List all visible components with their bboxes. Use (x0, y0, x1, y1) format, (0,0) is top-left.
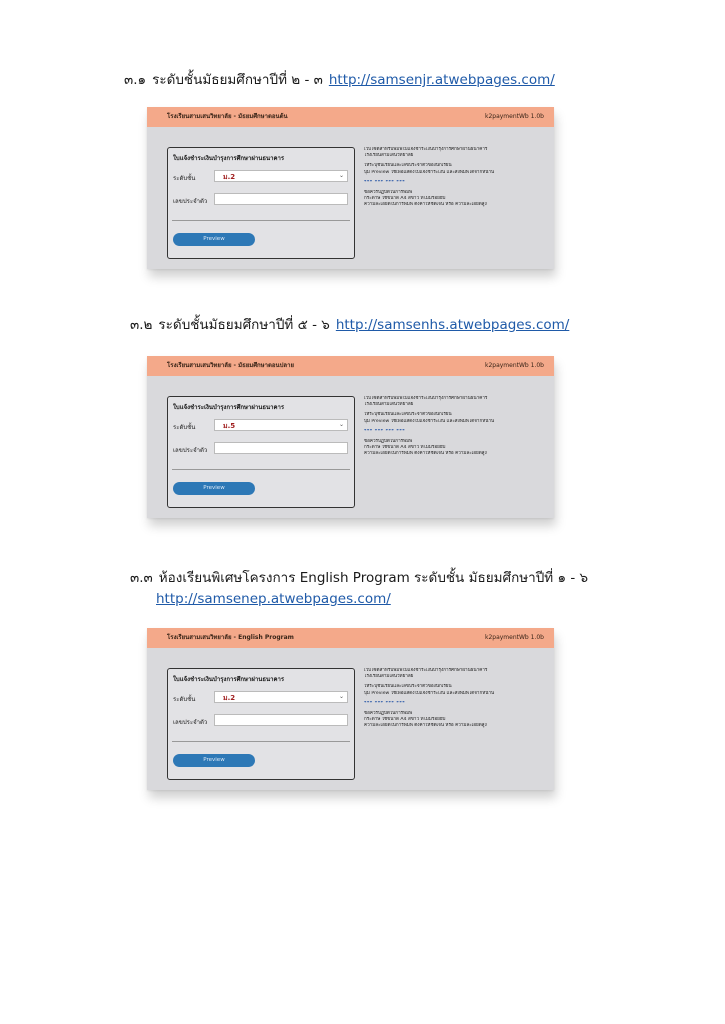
preview-button[interactable]: Preview (173, 482, 255, 495)
app-title: โรงเรียนสามเสนวิทยาลัย - มัธยมศึกษาตอนปลาย (167, 362, 294, 369)
info-line: ความละเอียดในการพิมพ์ ตั้งค่าให้ชัดเจน หรือ ความละเอียดสูง (364, 451, 487, 457)
level-select[interactable] (214, 170, 348, 182)
level-select[interactable] (214, 419, 348, 431)
info-line: เว็บไซต์สำหรับพิมพ์ใบแจ้งชำระเงินบำรุงการศึกษาผ่านธนาคาร (364, 396, 488, 401)
info-line: ปุ่ม Preview ใช้เพื่อแสดงใบแจ้งชำระเงิน และสั่งพิมพ์ได้จากหน้านี้ (364, 690, 495, 696)
info-line: ข้อควรปฏิบัติในการพิมพ์ (364, 189, 413, 195)
preview-button[interactable]: Preview (173, 754, 255, 767)
info-separator: *** *** *** *** (364, 179, 406, 185)
section-number: ๓.๑ (124, 72, 147, 88)
student-id-input[interactable] (214, 714, 348, 726)
app-version: k2paymentWb 1.0b (484, 113, 544, 120)
info-panel (364, 147, 544, 212)
section-heading-1 (124, 71, 555, 89)
app-version: k2paymentWb 1.0b (484, 634, 544, 641)
preview-button[interactable]: Preview (173, 233, 255, 246)
info-line: โรงเรียนสามเสนวิทยาลัย (364, 153, 414, 159)
section-title: ระดับชั้นมัธยมศึกษาปีที่ ๕ - ๖ (158, 317, 330, 333)
info-line: โรงเรียนสามเสนวิทยาลัย (364, 674, 414, 680)
form-title: ใบแจ้งชำระเงินบำรุงการศึกษาผ่านธนาคาร (173, 676, 285, 683)
student-id-label: เลขประจำตัว (173, 719, 208, 726)
form-title: ใบแจ้งชำระเงินบำรุงการศึกษาผ่านธนาคาร (173, 404, 285, 411)
section-heading-2 (130, 316, 569, 334)
section-link-line-3 (156, 590, 391, 608)
info-line: ปุ่ม Preview ใช้เพื่อแสดงใบแจ้งชำระเงิน และสั่งพิมพ์ได้จากหน้านี้ (364, 418, 495, 424)
info-separator: *** *** *** *** (364, 428, 406, 434)
level-label: ระดับชั้น (173, 424, 196, 431)
level-label: ระดับชั้น (173, 175, 196, 182)
info-line: เว็บไซต์สำหรับพิมพ์ใบแจ้งชำระเงินบำรุงการศึกษาผ่านธนาคาร (364, 147, 488, 152)
level-value: ม.2 (223, 694, 236, 702)
level-select[interactable] (214, 691, 348, 703)
info-line: ปุ่ม Preview ใช้เพื่อแสดงใบแจ้งชำระเงิน และสั่งพิมพ์ได้จากหน้านี้ (364, 169, 495, 175)
info-separator: *** *** *** *** (364, 700, 406, 706)
app-header-bar (147, 356, 554, 376)
info-panel (364, 396, 544, 461)
screenshot-panel-2 (147, 356, 554, 518)
form-title: ใบแจ้งชำระเงินบำรุงการศึกษาผ่านธนาคาร (173, 155, 285, 162)
info-line: กระดาษ ใช้ขนาด A4 สีขาว ที่ไม่มีรอยยับ (364, 195, 446, 201)
screenshot-panel-3 (147, 628, 554, 790)
info-line: ให้ระบุชั้นเรียนและเลขประจำตัวของนักเรียน (364, 412, 452, 418)
payment-form (167, 147, 355, 259)
student-id-input[interactable] (214, 442, 348, 454)
info-panel (364, 668, 544, 733)
app-title: โรงเรียนสามเสนวิทยาลัย - มัธยมศึกษาตอนต้น (167, 113, 288, 120)
site-link[interactable]: http://samsenep.atwebpages.com/ (156, 591, 391, 607)
chevron-down-icon: ⌄ (338, 421, 344, 428)
info-line: ข้อควรปฏิบัติในการพิมพ์ (364, 438, 413, 444)
chevron-down-icon: ⌄ (338, 172, 344, 179)
app-title: โรงเรียนสามเสนวิทยาลัย - English Program (167, 634, 294, 641)
info-line: ให้ระบุชั้นเรียนและเลขประจำตัวของนักเรียน (364, 163, 452, 169)
section-number: ๓.๓ (130, 570, 153, 586)
level-label: ระดับชั้น (173, 696, 196, 703)
chevron-down-icon: ⌄ (338, 693, 344, 700)
site-link[interactable]: http://samsenjr.atwebpages.com/ (328, 72, 555, 88)
app-header-bar (147, 628, 554, 648)
app-version: k2paymentWb 1.0b (484, 362, 544, 369)
info-line: ความละเอียดในการพิมพ์ ตั้งค่าให้ชัดเจน หรือ ความละเอียดสูง (364, 202, 487, 208)
divider (172, 469, 350, 470)
divider (172, 741, 350, 742)
site-link[interactable]: http://samsenhs.atwebpages.com/ (335, 317, 570, 333)
info-line: ความละเอียดในการพิมพ์ ตั้งค่าให้ชัดเจน หรือ ความละเอียดสูง (364, 723, 487, 729)
section-title: ระดับชั้นมัธยมศึกษาปีที่ ๒ - ๓ (152, 72, 323, 88)
payment-form (167, 668, 355, 780)
student-id-label: เลขประจำตัว (173, 447, 208, 454)
divider (172, 220, 350, 221)
section-number: ๓.๒ (130, 317, 153, 333)
info-line: ให้ระบุชั้นเรียนและเลขประจำตัวของนักเรียน (364, 684, 452, 690)
app-header-bar (147, 107, 554, 127)
info-line: กระดาษ ใช้ขนาด A4 สีขาว ที่ไม่มีรอยยับ (364, 716, 446, 722)
screenshot-panel-1 (147, 107, 554, 269)
info-line: โรงเรียนสามเสนวิทยาลัย (364, 402, 414, 408)
section-title: ห้องเรียนพิเศษโครงการ English Program ระดับชั้น มัธยมศึกษาปีที่ ๑ - ๖ (158, 570, 589, 586)
student-id-label: เลขประจำตัว (173, 198, 208, 205)
section-heading-3 (130, 569, 588, 587)
payment-form (167, 396, 355, 508)
info-line: กระดาษ ใช้ขนาด A4 สีขาว ที่ไม่มีรอยยับ (364, 444, 446, 450)
info-line: เว็บไซต์สำหรับพิมพ์ใบแจ้งชำระเงินบำรุงการศึกษาผ่านธนาคาร (364, 668, 488, 673)
level-value: ม.2 (223, 173, 236, 181)
level-value: ม.5 (223, 422, 236, 430)
student-id-input[interactable] (214, 193, 348, 205)
info-line: ข้อควรปฏิบัติในการพิมพ์ (364, 710, 413, 716)
